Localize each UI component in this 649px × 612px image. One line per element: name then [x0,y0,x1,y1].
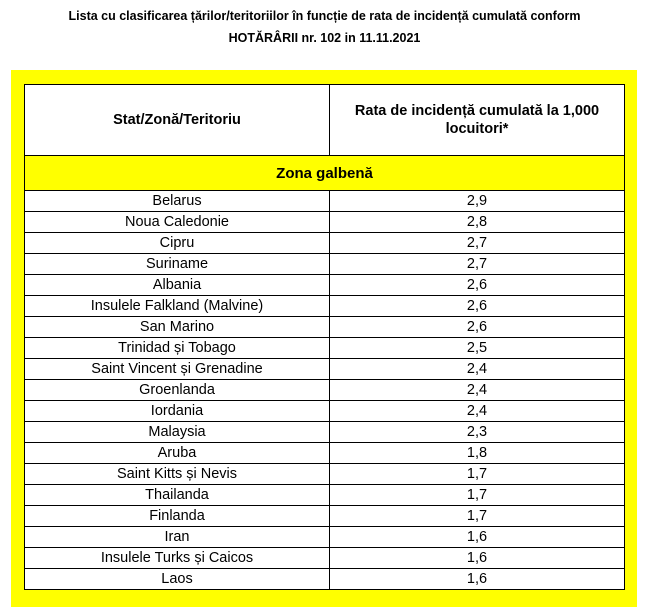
rate-cell: 2,7 [330,233,625,254]
rate-cell: 2,6 [330,317,625,338]
rate-cell: 1,6 [330,569,625,590]
country-cell: Aruba [25,443,330,464]
country-cell: Thailanda [25,485,330,506]
country-cell: Laos [25,569,330,590]
rate-cell: 1,6 [330,527,625,548]
rate-cell: 1,7 [330,485,625,506]
table-row [25,569,625,590]
table-row [25,254,625,275]
table-row [25,296,625,317]
table-row [25,506,625,527]
table-row [25,548,625,569]
table-row [25,212,625,233]
table-row [25,464,625,485]
table-row [25,191,625,212]
rate-cell: 2,6 [330,275,625,296]
rate-cell: 2,4 [330,401,625,422]
rate-cell: 2,3 [330,422,625,443]
document-title [0,5,649,49]
table-row [25,443,625,464]
country-cell: Suriname [25,254,330,275]
rate-cell: 2,4 [330,380,625,401]
rate-cell: 2,8 [330,212,625,233]
table-row [25,233,625,254]
country-cell: Groenlanda [25,380,330,401]
table-row [25,401,625,422]
classification-table [24,84,625,590]
table-row [25,422,625,443]
country-cell: Saint Vincent și Grenadine [25,359,330,380]
table-row [25,485,625,506]
country-cell: Finlanda [25,506,330,527]
country-cell: Belarus [25,191,330,212]
table-row [25,317,625,338]
rate-cell: 1,7 [330,506,625,527]
table-row [25,527,625,548]
rate-cell: 1,7 [330,464,625,485]
rate-cell: 1,6 [330,548,625,569]
country-cell: Insulele Falkland (Malvine) [25,296,330,317]
country-cell: Trinidad și Tobago [25,338,330,359]
country-cell: Noua Caledonie [25,212,330,233]
country-cell: Iordania [25,401,330,422]
rate-cell: 2,7 [330,254,625,275]
table-row [25,359,625,380]
title-line-1: Lista cu clasificarea țărilor/teritoriilor în funcție de rata de incidență cumulată conform [68,9,581,23]
rate-cell: 2,6 [330,296,625,317]
table-header-row [25,85,625,156]
rate-cell: 2,5 [330,338,625,359]
country-cell: Malaysia [25,422,330,443]
rate-cell: 2,9 [330,191,625,212]
rate-cell: 2,4 [330,359,625,380]
country-cell: San Marino [25,317,330,338]
header-country: Stat/Zonă/Teritoriu [25,85,330,156]
country-cell: Saint Kitts și Nevis [25,464,330,485]
rate-cell: 1,8 [330,443,625,464]
table-row [25,380,625,401]
header-incidence-rate: Rata de incidență cumulată la 1,000 locuitori* [330,85,625,156]
table-row [25,338,625,359]
country-cell: Cipru [25,233,330,254]
zone-label: Zona galbenă [25,156,625,191]
country-cell: Iran [25,527,330,548]
title-line-2: HOTĂRÂRII nr. 102 in 11.11.2021 [228,31,421,45]
zone-row [25,156,625,191]
country-cell: Insulele Turks și Caicos [25,548,330,569]
table-row [25,275,625,296]
country-cell: Albania [25,275,330,296]
